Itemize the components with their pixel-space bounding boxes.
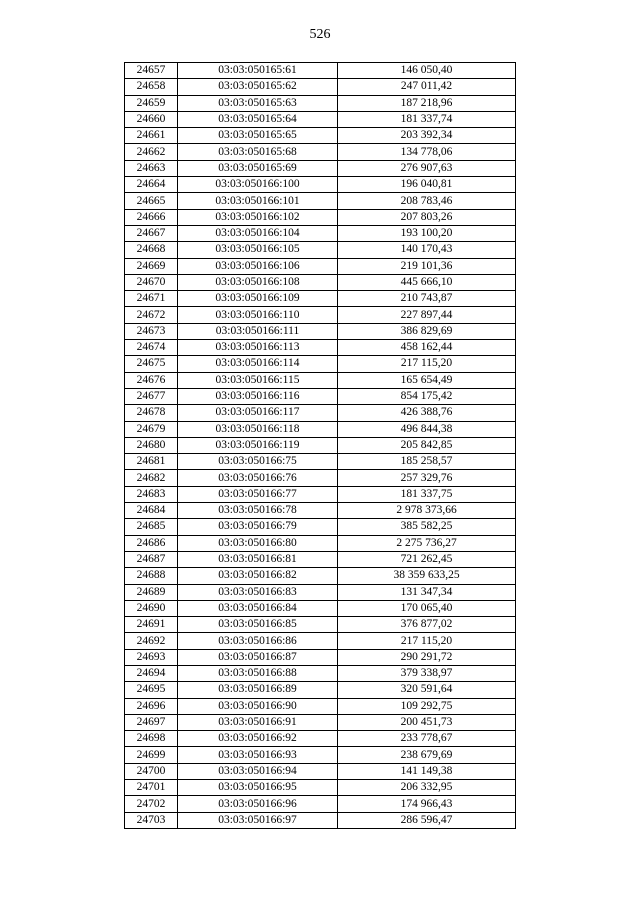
row-number-cell: 24689 [125, 584, 178, 600]
cadastral-number-cell: 03:03:050165:68 [178, 144, 338, 160]
row-number-cell: 24660 [125, 111, 178, 127]
table-row [125, 307, 516, 323]
row-number-cell: 24692 [125, 633, 178, 649]
cadastral-number-cell: 03:03:050166:118 [178, 421, 338, 437]
row-number-cell: 24673 [125, 323, 178, 339]
cadastral-number-cell: 03:03:050166:101 [178, 193, 338, 209]
table-row [125, 79, 516, 95]
cadastral-number-cell: 03:03:050166:82 [178, 568, 338, 584]
table-row [125, 454, 516, 470]
row-number-cell: 24682 [125, 470, 178, 486]
cadastral-value-cell: 141 149,38 [338, 763, 516, 779]
table-body [125, 63, 516, 829]
cadastral-number-cell: 03:03:050166:114 [178, 356, 338, 372]
table-row [125, 665, 516, 681]
table-row [125, 356, 516, 372]
cadastral-number-cell: 03:03:050165:63 [178, 95, 338, 111]
cadastral-value-cell: 2 275 736,27 [338, 535, 516, 551]
cadastral-number-cell: 03:03:050166:80 [178, 535, 338, 551]
table-row [125, 193, 516, 209]
cadastral-value-cell: 320 591,64 [338, 682, 516, 698]
cadastral-value-cell: 170 065,40 [338, 600, 516, 616]
cadastral-number-cell: 03:03:050166:93 [178, 747, 338, 763]
cadastral-number-cell: 03:03:050166:97 [178, 812, 338, 828]
table-row [125, 486, 516, 502]
cadastral-value-cell: 233 778,67 [338, 731, 516, 747]
cadastral-number-cell: 03:03:050166:91 [178, 714, 338, 730]
table-row [125, 470, 516, 486]
cadastral-number-cell: 03:03:050166:88 [178, 665, 338, 681]
cadastral-number-cell: 03:03:050166:102 [178, 209, 338, 225]
table-row [125, 649, 516, 665]
row-number-cell: 24702 [125, 796, 178, 812]
cadastral-number-cell: 03:03:050166:83 [178, 584, 338, 600]
row-number-cell: 24695 [125, 682, 178, 698]
table-row [125, 177, 516, 193]
row-number-cell: 24666 [125, 209, 178, 225]
table-row [125, 796, 516, 812]
table-row [125, 812, 516, 828]
cadastral-value-cell: 286 596,47 [338, 812, 516, 828]
cadastral-value-cell: 2 978 373,66 [338, 503, 516, 519]
table-row [125, 698, 516, 714]
cadastral-value-cell: 109 292,75 [338, 698, 516, 714]
cadastral-value-cell: 227 897,44 [338, 307, 516, 323]
row-number-cell: 24687 [125, 551, 178, 567]
cadastral-number-cell: 03:03:050166:92 [178, 731, 338, 747]
cadastral-number-cell: 03:03:050166:104 [178, 225, 338, 241]
table-row [125, 95, 516, 111]
row-number-cell: 24703 [125, 812, 178, 828]
row-number-cell: 24678 [125, 405, 178, 421]
row-number-cell: 24680 [125, 437, 178, 453]
cadastral-number-cell: 03:03:050166:87 [178, 649, 338, 665]
cadastral-number-cell: 03:03:050166:110 [178, 307, 338, 323]
cadastral-value-cell: 134 778,06 [338, 144, 516, 160]
page-number: 526 [309, 27, 331, 42]
cadastral-number-cell: 03:03:050166:94 [178, 763, 338, 779]
row-number-cell: 24679 [125, 421, 178, 437]
table-row [125, 209, 516, 225]
table-row [125, 160, 516, 176]
cadastral-value-cell: 196 040,81 [338, 177, 516, 193]
row-number-cell: 24677 [125, 388, 178, 404]
row-number-cell: 24661 [125, 128, 178, 144]
cadastral-value-cell: 203 392,34 [338, 128, 516, 144]
cadastral-value-cell: 200 451,73 [338, 714, 516, 730]
cadastral-number-cell: 03:03:050165:62 [178, 79, 338, 95]
row-number-cell: 24685 [125, 519, 178, 535]
cadastral-number-cell: 03:03:050166:85 [178, 617, 338, 633]
row-number-cell: 24676 [125, 372, 178, 388]
table-row [125, 111, 516, 127]
table-row [125, 128, 516, 144]
row-number-cell: 24681 [125, 454, 178, 470]
row-number-cell: 24688 [125, 568, 178, 584]
table-row [125, 437, 516, 453]
cadastral-value-cell: 238 679,69 [338, 747, 516, 763]
cadastral-value-cell: 206 332,95 [338, 780, 516, 796]
cadastral-value-cell: 140 170,43 [338, 242, 516, 258]
row-number-cell: 24691 [125, 617, 178, 633]
row-number-cell: 24690 [125, 600, 178, 616]
cadastral-number-cell: 03:03:050166:109 [178, 291, 338, 307]
cadastral-value-cell: 376 877,02 [338, 617, 516, 633]
table-row [125, 600, 516, 616]
table-row [125, 144, 516, 160]
row-number-cell: 24668 [125, 242, 178, 258]
row-number-cell: 24698 [125, 731, 178, 747]
cadastral-value-cell: 185 258,57 [338, 454, 516, 470]
cadastral-number-cell: 03:03:050166:81 [178, 551, 338, 567]
cadastral-number-cell: 03:03:050166:95 [178, 780, 338, 796]
cadastral-number-cell: 03:03:050166:100 [178, 177, 338, 193]
cadastral-value-cell: 217 115,20 [338, 356, 516, 372]
row-number-cell: 24675 [125, 356, 178, 372]
cadastral-value-cell: 165 654,49 [338, 372, 516, 388]
cadastral-value-cell: 181 337,74 [338, 111, 516, 127]
cadastral-value-cell: 38 359 633,25 [338, 568, 516, 584]
cadastral-value-cell: 174 966,43 [338, 796, 516, 812]
table-row [125, 421, 516, 437]
row-number-cell: 24672 [125, 307, 178, 323]
cadastral-value-cell: 247 011,42 [338, 79, 516, 95]
cadastral-value-cell: 276 907,63 [338, 160, 516, 176]
cadastral-value-cell: 385 582,25 [338, 519, 516, 535]
cadastral-value-cell: 854 175,42 [338, 388, 516, 404]
row-number-cell: 24694 [125, 665, 178, 681]
row-number-cell: 24664 [125, 177, 178, 193]
row-number-cell: 24658 [125, 79, 178, 95]
cadastral-value-cell: 131 347,34 [338, 584, 516, 600]
cadastral-number-cell: 03:03:050166:119 [178, 437, 338, 453]
table-row [125, 519, 516, 535]
table-row [125, 714, 516, 730]
row-number-cell: 24663 [125, 160, 178, 176]
table-row [125, 731, 516, 747]
cadastral-value-cell: 207 803,26 [338, 209, 516, 225]
cadastral-number-cell: 03:03:050166:117 [178, 405, 338, 421]
table-row [125, 747, 516, 763]
table-row [125, 584, 516, 600]
cadastral-number-cell: 03:03:050165:64 [178, 111, 338, 127]
cadastral-value-cell: 290 291,72 [338, 649, 516, 665]
row-number-cell: 24696 [125, 698, 178, 714]
row-number-cell: 24674 [125, 340, 178, 356]
table-row [125, 372, 516, 388]
table-row [125, 274, 516, 290]
table-row [125, 225, 516, 241]
cadastral-number-cell: 03:03:050166:90 [178, 698, 338, 714]
cadastral-value-cell: 386 829,69 [338, 323, 516, 339]
table-row [125, 780, 516, 796]
table-row [125, 535, 516, 551]
cadastral-number-cell: 03:03:050166:78 [178, 503, 338, 519]
cadastral-number-cell: 03:03:050166:76 [178, 470, 338, 486]
row-number-cell: 24700 [125, 763, 178, 779]
table-row [125, 405, 516, 421]
cadastral-value-cell: 496 844,38 [338, 421, 516, 437]
cadastral-value-cell: 210 743,87 [338, 291, 516, 307]
cadastral-value-cell: 219 101,36 [338, 258, 516, 274]
row-number-cell: 24669 [125, 258, 178, 274]
cadastral-value-cell: 193 100,20 [338, 225, 516, 241]
cadastral-value-cell: 721 262,45 [338, 551, 516, 567]
cadastral-value-cell: 257 329,76 [338, 470, 516, 486]
row-number-cell: 24701 [125, 780, 178, 796]
cadastral-value-cell: 146 050,40 [338, 63, 516, 79]
cadastral-value-table [124, 62, 516, 829]
cadastral-number-cell: 03:03:050166:86 [178, 633, 338, 649]
table-row [125, 323, 516, 339]
cadastral-value-cell: 426 388,76 [338, 405, 516, 421]
cadastral-value-cell: 379 338,97 [338, 665, 516, 681]
table-row [125, 763, 516, 779]
row-number-cell: 24683 [125, 486, 178, 502]
table-row [125, 551, 516, 567]
cadastral-value-cell: 181 337,75 [338, 486, 516, 502]
row-number-cell: 24659 [125, 95, 178, 111]
table-row [125, 63, 516, 79]
cadastral-number-cell: 03:03:050166:84 [178, 600, 338, 616]
row-number-cell: 24699 [125, 747, 178, 763]
table-row [125, 503, 516, 519]
row-number-cell: 24670 [125, 274, 178, 290]
cadastral-number-cell: 03:03:050165:65 [178, 128, 338, 144]
cadastral-value-cell: 217 115,20 [338, 633, 516, 649]
row-number-cell: 24665 [125, 193, 178, 209]
cadastral-value-cell: 445 666,10 [338, 274, 516, 290]
table-row [125, 258, 516, 274]
table-row [125, 633, 516, 649]
table-row [125, 242, 516, 258]
cadastral-number-cell: 03:03:050166:111 [178, 323, 338, 339]
table-row [125, 291, 516, 307]
row-number-cell: 24684 [125, 503, 178, 519]
table-row [125, 388, 516, 404]
cadastral-number-cell: 03:03:050166:79 [178, 519, 338, 535]
row-number-cell: 24697 [125, 714, 178, 730]
table-row [125, 340, 516, 356]
row-number-cell: 24671 [125, 291, 178, 307]
cadastral-number-cell: 03:03:050166:106 [178, 258, 338, 274]
row-number-cell: 24667 [125, 225, 178, 241]
cadastral-number-cell: 03:03:050165:61 [178, 63, 338, 79]
table-row [125, 617, 516, 633]
row-number-cell: 24686 [125, 535, 178, 551]
row-number-cell: 24662 [125, 144, 178, 160]
cadastral-number-cell: 03:03:050165:69 [178, 160, 338, 176]
cadastral-number-cell: 03:03:050166:115 [178, 372, 338, 388]
cadastral-value-cell: 458 162,44 [338, 340, 516, 356]
row-number-cell: 24693 [125, 649, 178, 665]
table-row [125, 568, 516, 584]
cadastral-number-cell: 03:03:050166:75 [178, 454, 338, 470]
row-number-cell: 24657 [125, 63, 178, 79]
cadastral-number-cell: 03:03:050166:77 [178, 486, 338, 502]
cadastral-number-cell: 03:03:050166:105 [178, 242, 338, 258]
cadastral-number-cell: 03:03:050166:116 [178, 388, 338, 404]
cadastral-number-cell: 03:03:050166:113 [178, 340, 338, 356]
cadastral-number-cell: 03:03:050166:108 [178, 274, 338, 290]
cadastral-value-cell: 187 218,96 [338, 95, 516, 111]
cadastral-number-cell: 03:03:050166:96 [178, 796, 338, 812]
table-row [125, 682, 516, 698]
cadastral-value-cell: 208 783,46 [338, 193, 516, 209]
cadastral-number-cell: 03:03:050166:89 [178, 682, 338, 698]
cadastral-value-cell: 205 842,85 [338, 437, 516, 453]
